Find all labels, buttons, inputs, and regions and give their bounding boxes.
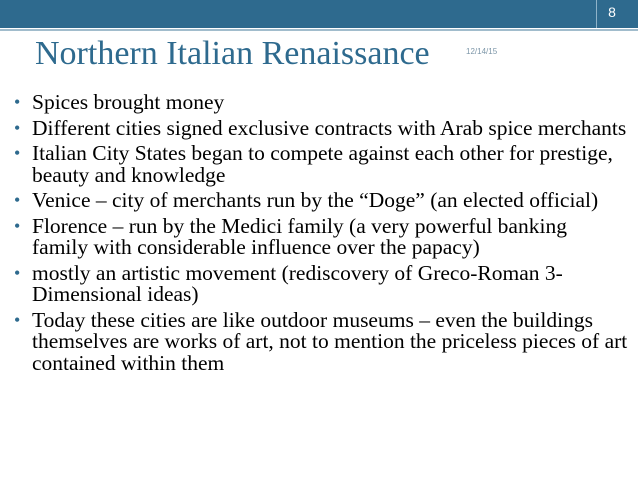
bullet-text: Florence – run by the Medici family (a very powerful banking family with considerable influence over the papacy) [32,213,567,259]
bullet-item [14,115,628,140]
bullet-item [14,190,628,212]
bullet-item [14,143,628,186]
bullet-text: Italian City States began to compete against each other for prestige, beauty and knowledge [32,141,613,187]
bullet-item [14,260,628,306]
bullet-dot-icon: • [14,190,21,210]
slide-number: 8 [608,4,616,20]
bullet-dot-icon: • [14,92,21,112]
bullet-text: Venice – city of merchants run by the “Doge” (an elected official) [32,188,599,212]
bullet-text: mostly an artistic movement (rediscovery of Greco-Roman 3-Dimensional ideas) [32,260,563,306]
bullet-text: Today these cities are like outdoor museums – even the buildings themselves are works of art, not to mention the priceless pieces of art contained within them [32,307,628,375]
header-bar [0,0,638,28]
bullet-text: Different cities signed exclusive contracts with Arab spice merchants [32,115,627,140]
slide-date: 12/14/15 [466,47,498,56]
header-bar-divider [596,0,597,28]
bullet-item [14,307,628,375]
header-bar-underline [0,29,638,31]
slide-title: Northern Italian Renaissance [35,35,430,72]
bullet-item [14,92,628,114]
bullet-dot-icon: • [14,262,21,283]
bullet-dot-icon: • [14,143,21,163]
bullet-dot-icon: • [14,215,21,236]
bullet-dot-icon: • [14,309,21,330]
bullet-text: Spices brought money [32,90,225,114]
bullet-item [14,213,628,259]
bullet-dot-icon: • [14,117,21,138]
bullet-list [14,92,628,378]
